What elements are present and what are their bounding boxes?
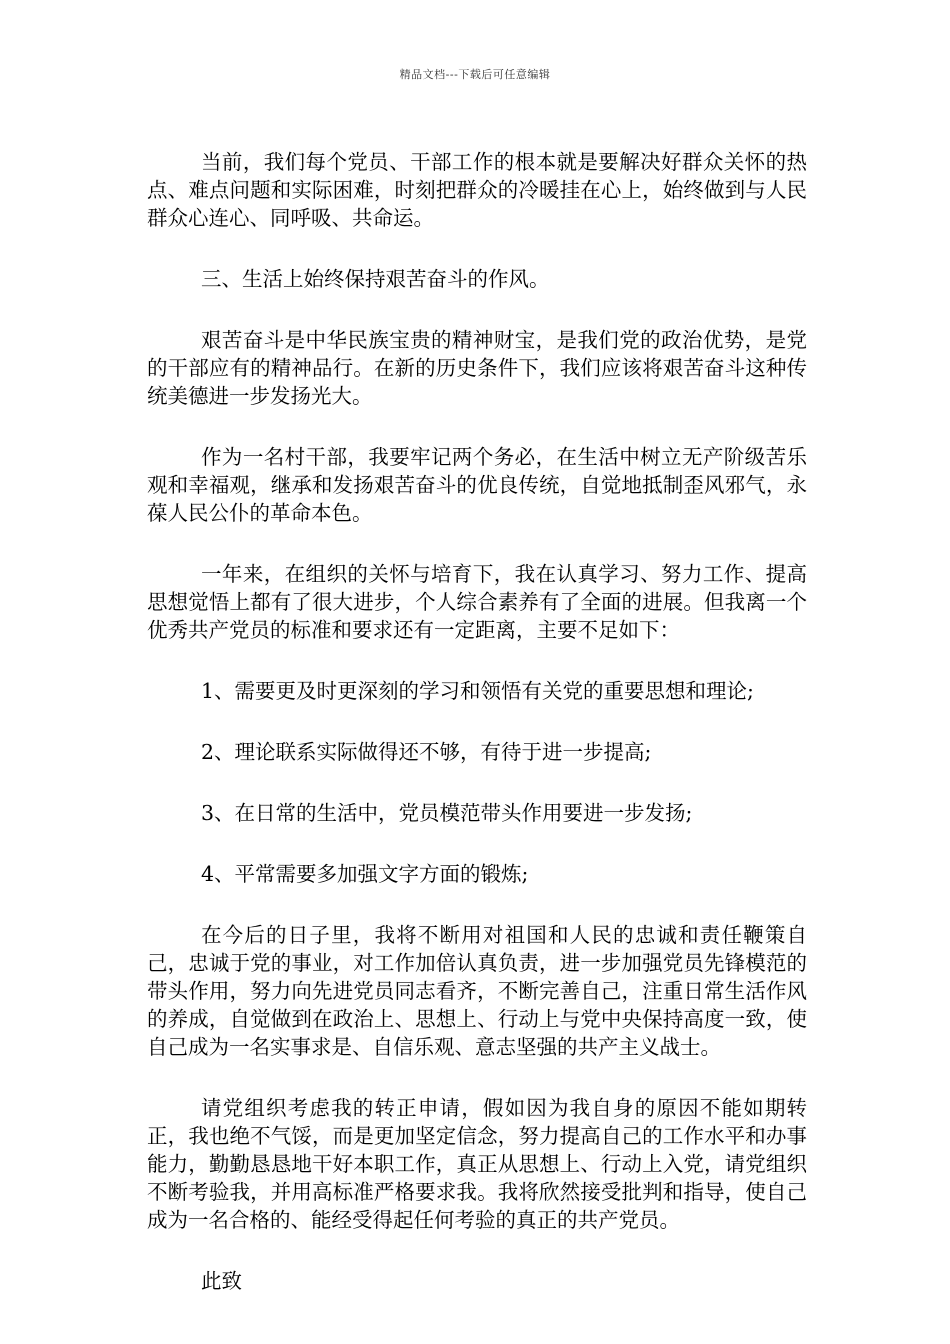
closing-salutation: 此致: [201, 1269, 242, 1293]
shortcoming-item-2: 2、理论联系实际做得还不够，有待于进一步提高;: [201, 740, 652, 764]
shortcoming-item-4: 4、平常需要多加强文字方面的锻炼;: [201, 862, 529, 886]
paragraph-hard-work-spirit: 艰苦奋斗是中华民族宝贵的精神财宝，是我们党的政治优势，是党的干部应有的精神品行。在新的历史条件下，我们应该将艰苦奋斗这种传统美德进一步发扬光大。: [147, 328, 807, 408]
paragraph-future-plan: 在今后的日子里，我将不断用对祖国和人民的忠诚和责任鞭策自己，忠诚于党的事业，对工作加倍认真负责，进一步加强党员先锋模范的带头作用，努力向先进党员同志看齐，不断完善自己，注重日常生活作风的养成，自觉做到在政治上、思想上、行动上与党中央保持高度一致，使自己成为一名实事求是、自信乐观、意志坚强的共产主义战士。: [147, 923, 807, 1059]
paragraph-request: 请党组织考虑我的转正申请，假如因为我自身的原因不能如期转正，我也绝不气馁，而是更加坚定信念，努力提高自己的工作水平和办事能力，勤勤恳恳地干好本职工作，真正从思想上、行动上入党，请党组织不断考验我，并用高标准严格要求我。我将欣然接受批判和指导，使自己成为一名合格的、能经受得起任何考验的真正的共产党员。: [147, 1096, 807, 1232]
document-body: [147, 148, 807, 1295]
shortcoming-item-3: 3、在日常的生活中，党员模范带头作用要进一步发扬;: [201, 801, 693, 825]
section-heading-hard-work: 三、生活上始终保持艰苦奋斗的作风。: [201, 267, 550, 291]
paragraph-year-review: 一年来，在组织的关怀与培育下，我在认真学习、努力工作、提高思想觉悟上都有了很大进步，个人综合素养有了全面的进展。但我离一个优秀共产党员的标准和要求还有一定距离，主要不足如下：: [147, 562, 807, 642]
paragraph-mass-concerns: 当前，我们每个党员、干部工作的根本就是要解决好群众关怀的热点、难点问题和实际困难，时刻把群众的冷暖挂在心上，始终做到与人民群众心连心、同呼吸、共命运。: [147, 150, 807, 230]
paragraph-village-cadre: 作为一名村干部，我要牢记两个务必，在生活中树立无产阶级苦乐观和幸福观，继承和发扬艰苦奋斗的优良传统，自觉地抵制歪风邪气，永葆人民公仆的革命本色。: [147, 445, 807, 525]
page-header-note: 精品文档---下载后可任意编辑: [399, 68, 551, 81]
shortcoming-item-1: 1、需要更及时更深刻的学习和领悟有关党的重要思想和理论;: [201, 679, 754, 703]
